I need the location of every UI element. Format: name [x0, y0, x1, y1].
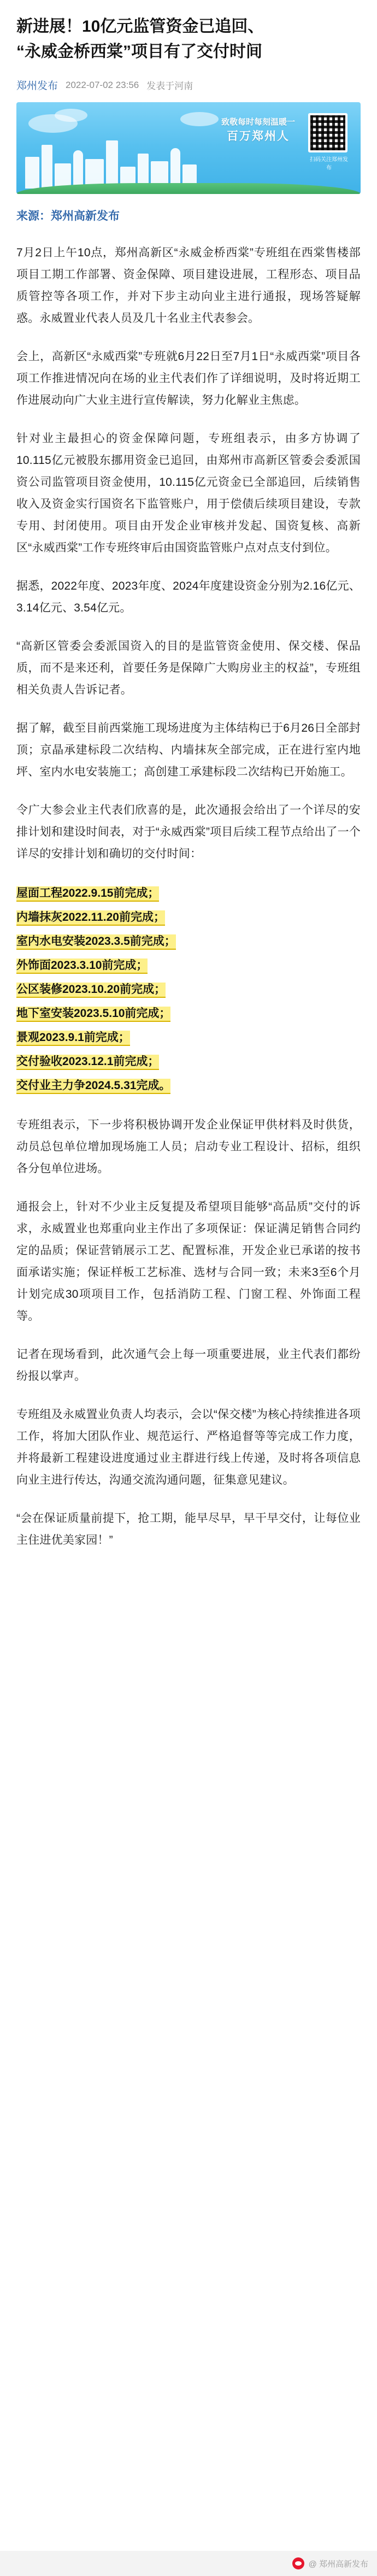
- weibo-logo-icon: [292, 2557, 304, 2569]
- milestone-item: [16, 881, 361, 905]
- banner-slogan-big: 百万郑州人: [226, 130, 290, 143]
- source-link[interactable]: 郑州发布: [16, 80, 58, 92]
- cloud-shape: [180, 112, 219, 126]
- footer-account-name: @ 郑州高新发布: [308, 2559, 368, 2569]
- milestone-item: [16, 1026, 361, 1050]
- milestone-text: 交付验收2023.12.1前完成；: [16, 1055, 159, 1070]
- article-meta: [16, 78, 361, 92]
- paragraph: 通报会上，针对不少业主反复提及希望项目能够“高品质”交付的诉求，永威置业也郑重向业主作出了多项保证：保证满足销售合同约定的品质；保证营销展示工艺、配置标准，开发企业已承诺的按书面承诺实施；保证样板工艺标准、选材与合同一致；未来3至6个月计划完成30项项目工作，包括消防工程、门窗工程、外饰面工程等。: [16, 1201, 361, 1322]
- paragraph: 针对业主最担心的资金保障问题，专班组表示，由多方协调了10.115亿元被股东挪用资金已追回，由郑州市高新区管委会委派国资公司监管项目资金使用，10.115亿元资金已全部追回，后续销售收入及资金实行国资名下监管账户，用于偿债后续项目建设，专款专用、封闭使用。项目由开发企业审核并发起、国资复核、高新区“永威西棠”工作专班终审后由国资监管账户点对点支付到位。: [16, 432, 361, 554]
- building-shape: [106, 140, 118, 189]
- building-shape: [25, 157, 39, 189]
- milestone-list: [16, 881, 361, 1098]
- timestamp: 2022-07-02 23:56: [66, 79, 139, 90]
- banner-slogan: [221, 116, 295, 143]
- location-label: 发表于河南: [146, 81, 193, 91]
- promo-banner-image: [16, 102, 361, 194]
- source-credit: 来源：郑州高新发布: [16, 210, 120, 222]
- milestone-item: [16, 930, 361, 954]
- qr-code-label: 扫码关注郑州发布: [310, 157, 348, 171]
- headline-line-2: “永威金桥西棠”项目有了交付时间: [16, 43, 262, 61]
- milestone-item: [16, 905, 361, 930]
- paragraph: 专班组表示，下一步将积极协调开发企业保证甲供材料及时供货，动员总包单位增加现场施工人员；启动专业工程设计、招标，组织各分包单位进场。: [16, 1119, 361, 1175]
- milestone-text: 地下室安装2023.5.10前完成；: [16, 1007, 170, 1022]
- milestone-text: 交付业主力争2024.5.31完成。: [16, 1079, 170, 1094]
- milestone-item: [16, 1002, 361, 1026]
- milestone-text: 屋面工程2022.9.15前完成；: [16, 886, 159, 902]
- paragraph: “高新区管委会委派国资入的目的是监管资金使用、保交楼、保品质，而不是来还利，首要任务是保障广大购房业主的权益”，专班组相关负责人告诉记者。: [16, 640, 361, 696]
- cloud-shape: [55, 109, 87, 122]
- page-title: [16, 14, 361, 64]
- milestone-item: [16, 978, 361, 1002]
- milestone-item: [16, 1074, 361, 1098]
- milestone-text: 外饰面2023.3.10前完成；: [16, 958, 148, 974]
- building-shape: [73, 150, 83, 189]
- paragraph: 令广大参会业主代表们欣喜的是，此次通报会给出了一个详尽的安排计划和建设时间表，对于“永威西棠”项目后续工程节点给出了一个详尽的安排计划和确切的交付时间：: [16, 804, 361, 860]
- banner-slogan-top: 致敬每时每刻温暖一: [221, 117, 295, 127]
- paragraph: 会上，高新区“永威西棠”专班就6月22日至7月1日“永威西棠”项目各项工作推进情况向在场的业主代表们作了详细说明，及时将近期工作进展动向广大业主进行宣传解读，努力化解业主焦虑。: [16, 350, 361, 407]
- footer-watermark: [0, 2551, 377, 2576]
- paragraph: 据了解，截至目前西棠施工现场进度为主体结构已于6月26日全部封顶；京晶承建标段二次结构、内墙抹灰全部完成，正在进行室内地坪、室内水电安装施工；高创建工承建标段二次结构已开始施工。: [16, 722, 361, 778]
- qr-code-icon: [308, 113, 347, 152]
- headline-line-1: 新进展！10亿元监管资金已追回、: [16, 17, 264, 36]
- grass-shape: [16, 183, 361, 194]
- building-shape: [42, 145, 52, 189]
- milestone-item: [16, 1050, 361, 1074]
- paragraph: 记者在现场看到，此次通气会上每一项重要进展，业主代表们都纷纷报以掌声。: [16, 1348, 361, 1383]
- milestone-text: 内墙抹灰2022.11.20前完成；: [16, 910, 165, 926]
- building-shape: [170, 148, 180, 189]
- paragraph: 专班组及永威置业负责人均表示，会以“保交楼”为核心持续推进各项工作，将加大团队作业、规范运行、严格追督等等完成工作力度，并将最新工程建设进度通过业主群进行线上传递，及时将各项信息向业主进行传达，沟通交流沟通问题，征集意见建议。: [16, 1408, 361, 1486]
- paragraph: 7月2日上午10点，郑州高新区“永威金桥西棠”专班组在西棠售楼部项目工期工作部署、资金保障、项目建设进展，工程形态、项目品质管控等各项工作，并对下步主动向业主进行通报，现场答疑解惑。永威置业代表人员及几十名业主代表参会。: [16, 246, 361, 325]
- milestone-text: 景观2023.9.1前完成；: [16, 1031, 130, 1046]
- paragraph: 据悉，2022年度、2023年度、2024年度建设资金分别为2.16亿元、3.14亿元、3.54亿元。: [16, 580, 361, 614]
- milestone-text: 公区装修2023.10.20前完成；: [16, 983, 166, 998]
- milestone-item: [16, 954, 361, 978]
- paragraph: “会在保证质量前提下，抢工期，能早尽早，早干早交付，让每位业主住进优美家园！”: [16, 1512, 361, 1546]
- milestone-text: 室内水电安装2023.3.5前完成；: [16, 934, 176, 950]
